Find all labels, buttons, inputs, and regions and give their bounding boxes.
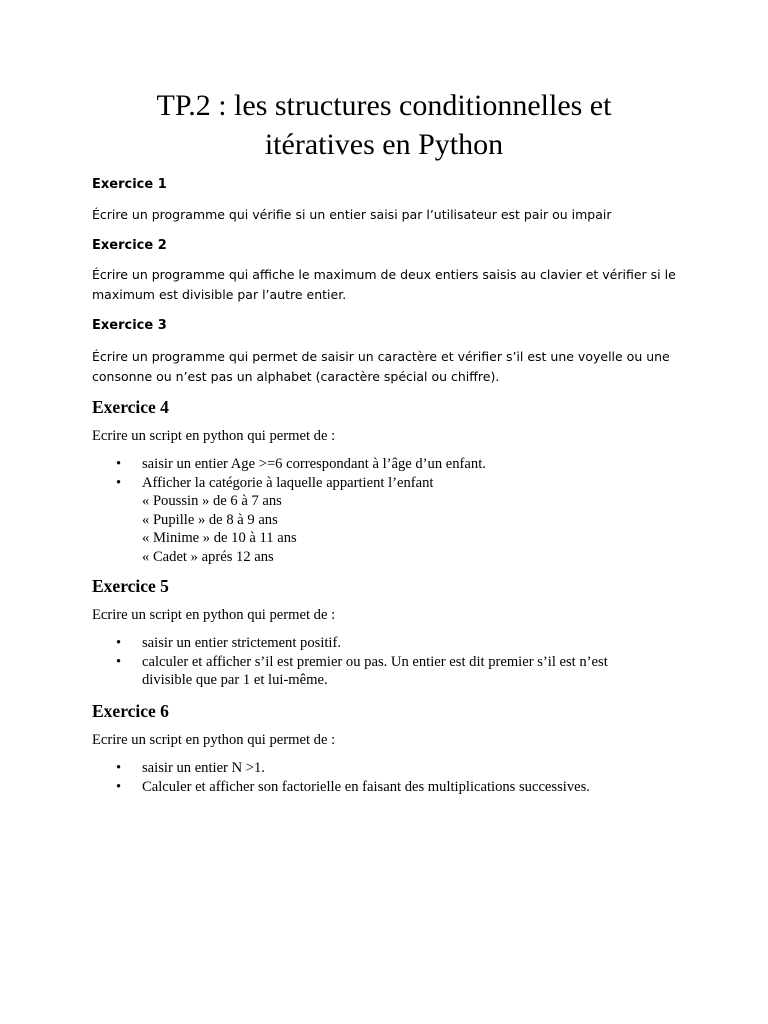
exercise-2-heading: Exercice 2 bbox=[92, 238, 167, 253]
category-pupille: « Pupille » de 8 à 9 ans bbox=[142, 511, 278, 528]
bullet-icon: • bbox=[116, 474, 122, 491]
category-cadet: « Cadet » aprés 12 ans bbox=[142, 548, 274, 565]
list-item bbox=[92, 778, 652, 797]
title-line-2: itératives en Python bbox=[264, 128, 504, 161]
list-item bbox=[92, 653, 648, 690]
exercise-1-heading: Exercice 1 bbox=[92, 177, 167, 192]
category-minime: « Minime » de 10 à 11 ans bbox=[142, 530, 297, 546]
exercise-2-text: Écrire un programme qui affiche le maximum de deux entiers saisis au clavier et vérifier si le maximum est divisible par l’autre entier. bbox=[92, 267, 676, 302]
list-item bbox=[92, 634, 648, 653]
exercise-4-heading: Exercice 4 bbox=[92, 397, 169, 417]
list-item bbox=[92, 455, 652, 474]
bullet-icon: • bbox=[116, 456, 122, 472]
category-poussin: « Poussin » de 6 à 7 ans bbox=[142, 493, 282, 509]
list-item bbox=[92, 759, 652, 778]
bullet-icon: • bbox=[116, 760, 122, 776]
exercise-4-list bbox=[92, 455, 652, 566]
exercise-6-list bbox=[92, 759, 652, 796]
exercise-5-list bbox=[92, 634, 648, 690]
bullet-icon: • bbox=[116, 653, 122, 670]
exercise-4-bullet-2-line-1: Afficher la catégorie à laquelle appartient l’enfant bbox=[142, 474, 434, 491]
exercise-5-bullet-2: calculer et afficher s’il est premier ou pas. Un entier est dit premier s’il est n’est divisible que par 1 et lui-même. bbox=[142, 653, 608, 688]
title-line-1: TP.2 : les structures conditionnelles et bbox=[156, 89, 612, 122]
exercise-6-bullet-1: saisir un entier N >1. bbox=[142, 760, 265, 776]
exercise-5-intro: Ecrire un script en python qui permet de : bbox=[92, 607, 336, 623]
exercise-5-heading: Exercice 5 bbox=[92, 576, 169, 596]
exercise-6-heading: Exercice 6 bbox=[92, 701, 169, 721]
exercise-6-bullet-2: Calculer et afficher son factorielle en faisant des multiplications successives. bbox=[142, 778, 590, 795]
bullet-icon: • bbox=[116, 635, 122, 651]
list-item bbox=[92, 474, 652, 567]
exercise-6-intro: Ecrire un script en python qui permet de : bbox=[92, 732, 336, 748]
bullet-icon: • bbox=[116, 778, 122, 795]
exercise-5-bullet-1: saisir un entier strictement positif. bbox=[142, 635, 341, 651]
exercise-4-intro: Ecrire un script en python qui permet de : bbox=[92, 428, 336, 444]
exercise-1-text: Écrire un programme qui vérifie si un entier saisi par l’utilisateur est pair ou impair bbox=[92, 207, 612, 222]
exercise-3-heading: Exercice 3 bbox=[92, 318, 167, 333]
exercise-3-text: Écrire un programme qui permet de saisir un caractère et vérifier s’il est une voyelle ou une consonne ou n’est pas un alphabet (caractère spécial ou chiffre). bbox=[92, 349, 670, 384]
document-title bbox=[60, 86, 708, 164]
exercise-4-bullet-1: saisir un entier Age >=6 correspondant à l’âge d’un enfant. bbox=[142, 456, 486, 472]
